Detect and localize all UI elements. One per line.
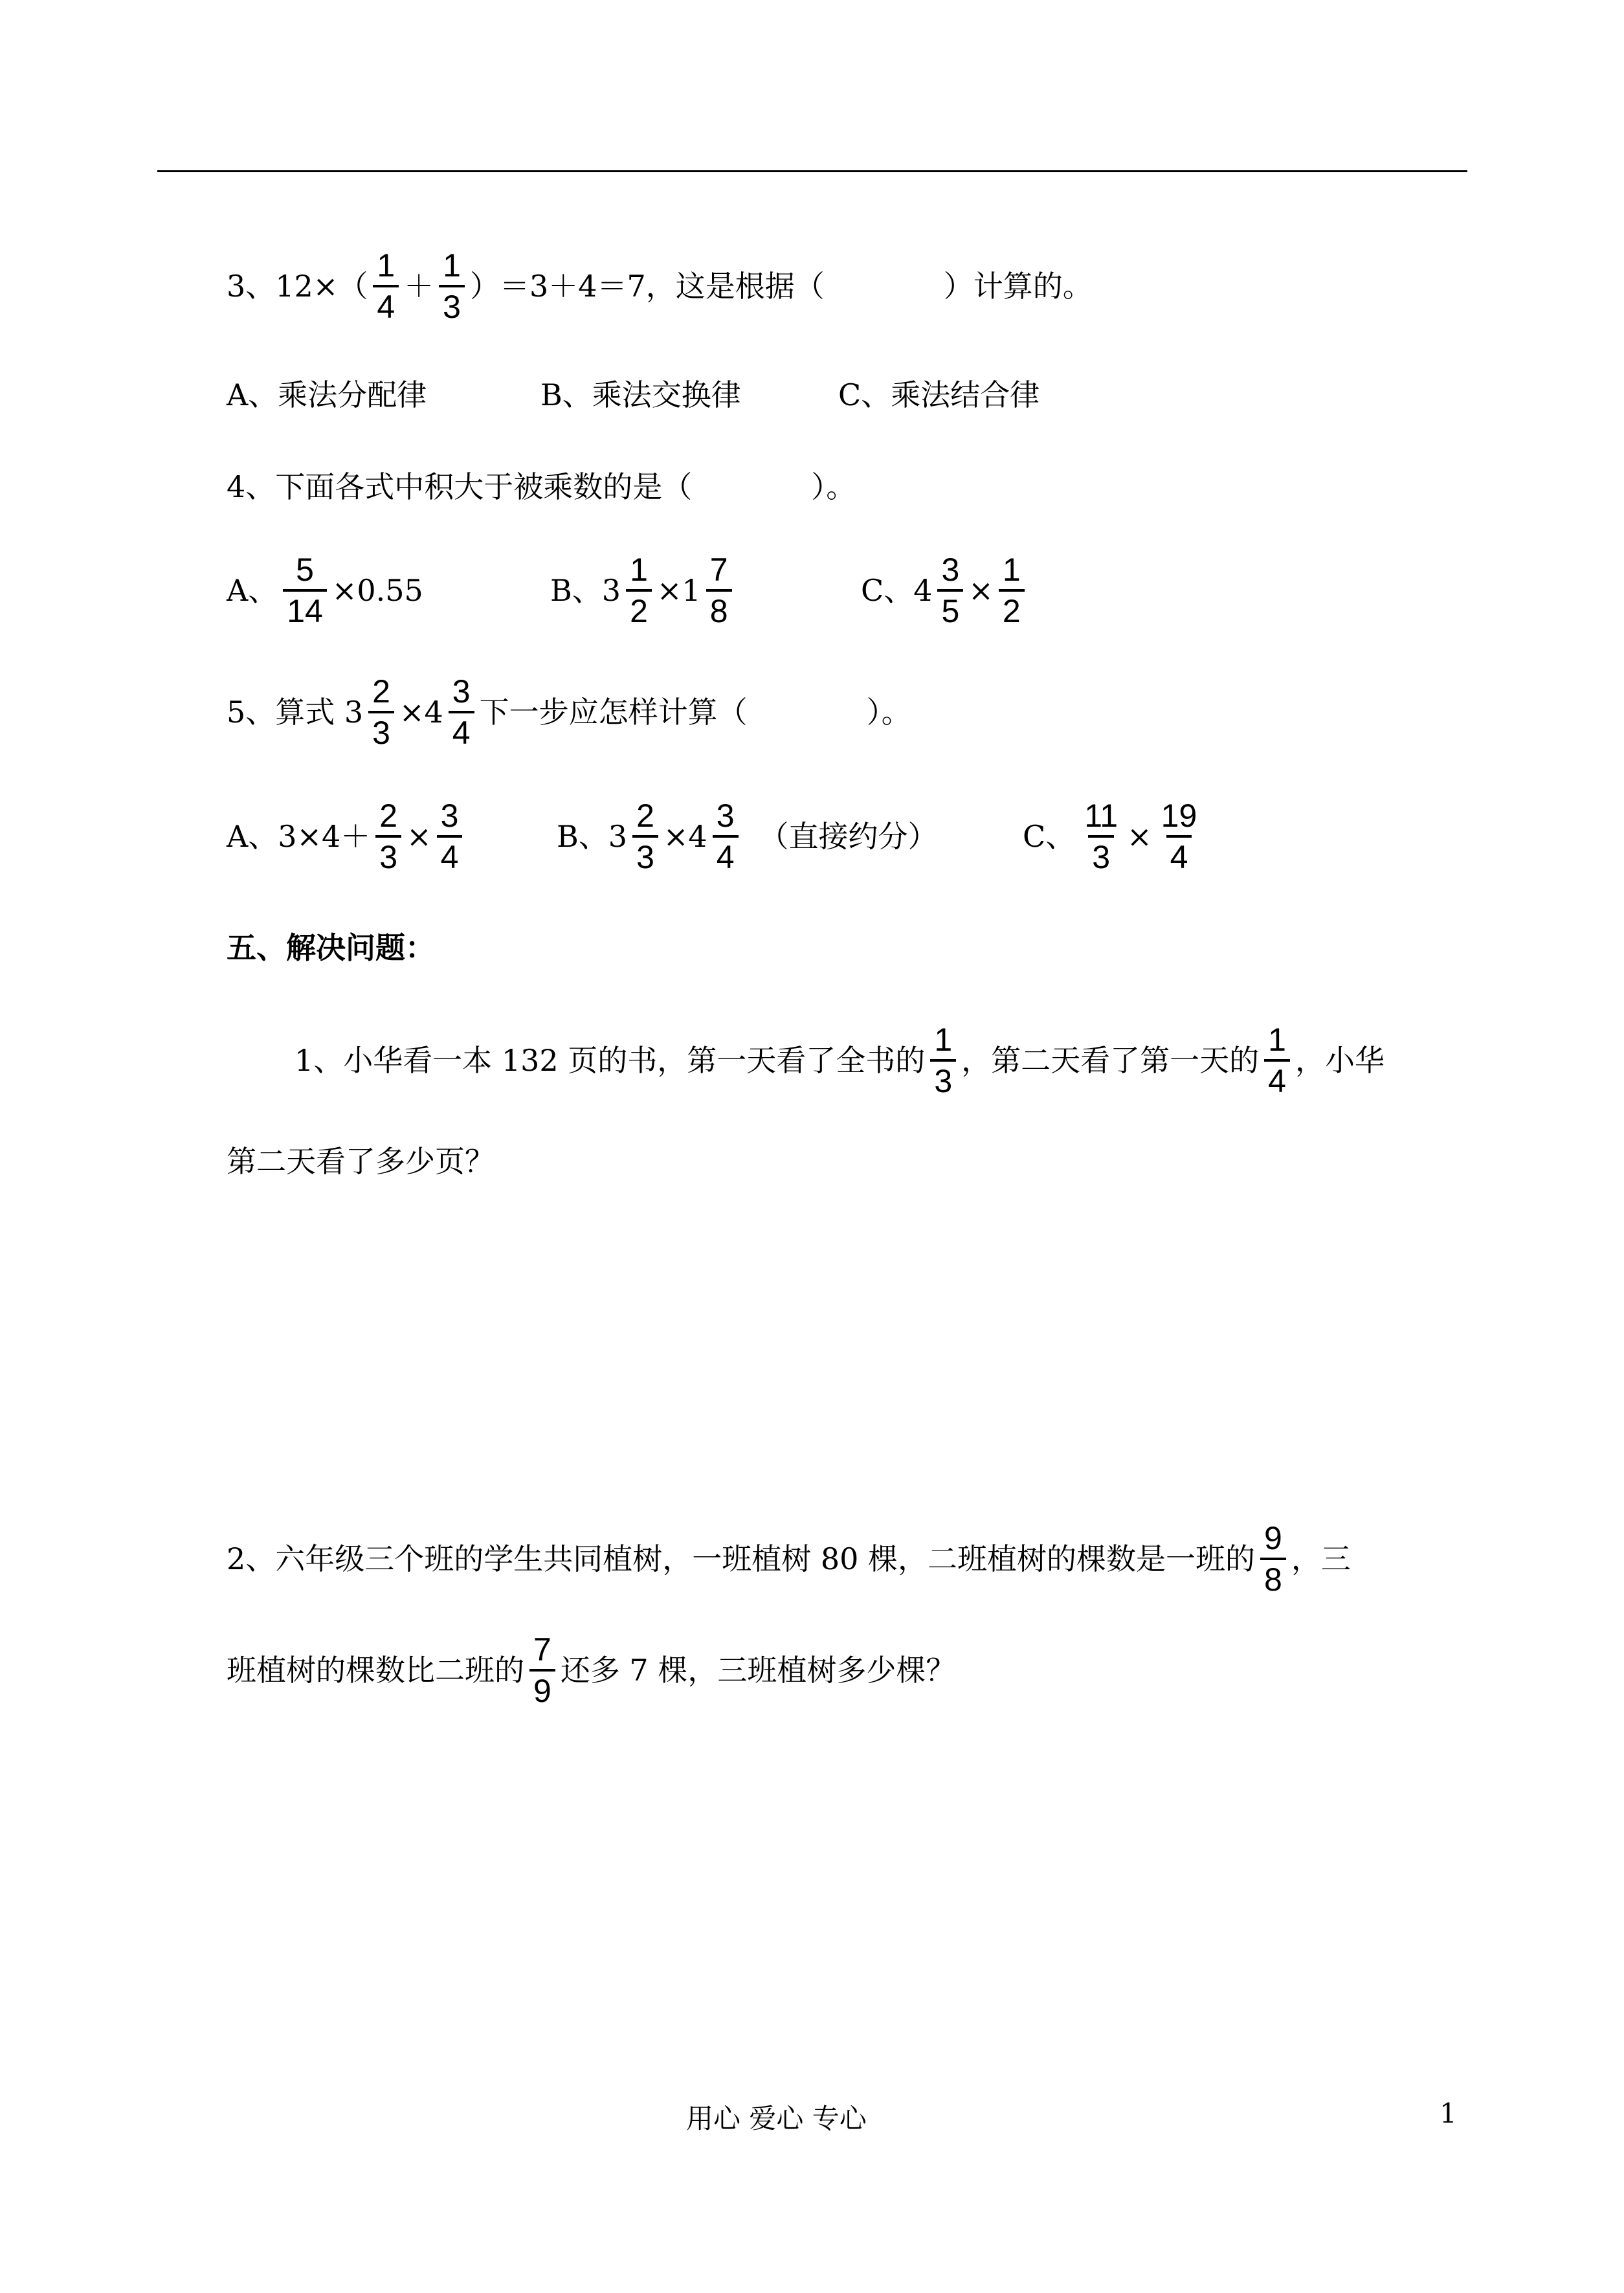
problem-1-line-2: 第二天看了多少页？: [227, 1144, 495, 1179]
p2-fraction-1: $\frac{9}{8}$: [1260, 1520, 1286, 1598]
q4-option-a: A、 $\frac{5}{14}$ ×0.55: [227, 552, 423, 629]
q3-option-b: B、乘法交换律: [540, 377, 741, 412]
page-number: 1: [1440, 2097, 1457, 2129]
q3-text-a: 3、12×（: [227, 269, 368, 304]
q5-option-c: C、 $\frac{11}{3}$ × $\frac{19}{4}$: [1023, 798, 1197, 875]
q4-stem: 4、下面各式中积大于被乘数的是（ ）。: [227, 469, 856, 504]
q5-fraction-1: $\frac{2}{3}$: [368, 673, 394, 751]
q3-options: [227, 350, 1040, 440]
q3-fraction-1: $\frac{1}{4}$: [373, 247, 399, 325]
problem-2-line-1: 2、六年级三个班的学生共同植树，一班植树 80 棵，二班植树的棵数是一班的 $\frac{9}{8}$ ，三: [227, 1520, 1351, 1598]
section-5-title: 五、解决问题：: [227, 930, 435, 965]
p1-fraction-2: $\frac{1}{4}$: [1264, 1022, 1290, 1099]
q5-options: [227, 791, 1206, 882]
question-5: [227, 667, 911, 757]
q5-option-a: A、3×4＋ $\frac{2}{3}$ × $\frac{3}{4}$: [227, 798, 557, 875]
q5-fraction-2: $\frac{3}{4}$: [449, 673, 474, 751]
q3-option-c: C、乘法结合律: [838, 377, 1040, 412]
problem-1-line-1: 1、小华看一本 132 页的书，第一天看了全书的 $\frac{1}{3}$ ，第二天看了第一天的 $\frac{1}{4}$ ，小华: [295, 1022, 1385, 1099]
q5-text-mid: ×4: [399, 695, 443, 730]
q3-text-b: ）＝3＋4＝7，这是根据（ ）计算的。: [469, 269, 1093, 304]
q3-plus: ＋: [404, 269, 434, 304]
footer-text: 用心 爱心 专心: [686, 2103, 867, 2134]
problem-2-line-2: 班植树的棵数比二班的 $\frac{7}{9}$ 还多 7 棵，三班植树多少棵？: [227, 1631, 956, 1709]
q5-text-post: 下一步应怎样计算（ ）。: [479, 695, 911, 730]
q3-option-a: A、乘法分配律: [227, 377, 427, 412]
question-4: [227, 442, 856, 532]
page-footer: [0, 2097, 1624, 2136]
q5-option-b: B、3 $\frac{2}{3}$ ×4 $\frac{3}{4}$ （直接约分）: [557, 798, 938, 875]
q4-options: [227, 545, 1030, 636]
p1-fraction-1: $\frac{1}{3}$: [930, 1022, 956, 1099]
q4-option-b: B、3 $\frac{1}{2}$ ×1 $\frac{7}{8}$: [550, 552, 861, 629]
p2-fraction-2: $\frac{7}{9}$: [529, 1631, 555, 1709]
question-3: [227, 241, 1093, 331]
q3-fraction-2: $\frac{1}{3}$: [439, 247, 465, 325]
q4-option-c: C、4 $\frac{3}{5}$ × $\frac{1}{2}$: [861, 552, 1030, 629]
header-rule: [157, 170, 1467, 172]
q5-text-pre: 5、算式 3: [227, 695, 364, 730]
